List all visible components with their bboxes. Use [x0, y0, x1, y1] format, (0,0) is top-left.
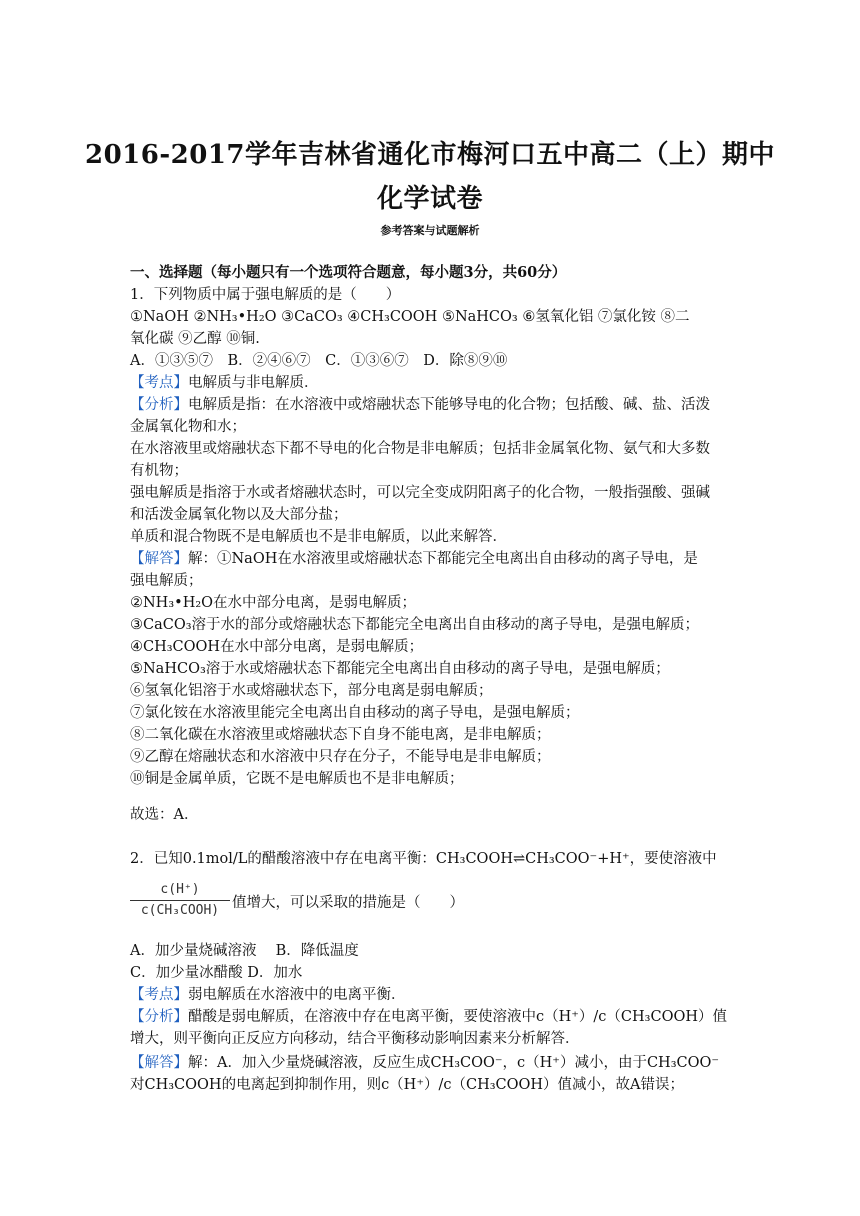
q1-jieda-2: 强电解质； [130, 573, 203, 589]
q2-fenxi-2: 增大，则平衡向正反应方向移动，结合平衡移动影响因素来分析解答． [130, 1031, 580, 1047]
q1-jieda-7: ⑥氢氧化铝溶于水或熔融状态下，部分电离是弱电解质； [130, 683, 493, 699]
q1-jieda-9: ⑧二氧化碳在水溶液里或熔融状态下自身不能电离，是非电解质； [130, 727, 551, 743]
q1-fenxi-5: 强电解质是指溶于水或者熔融状态时，可以完全变成阴阳离子的化合物，一般指强酸、强碱 [130, 485, 710, 501]
kaodian-tag: 【考点】 [130, 987, 188, 1003]
q1-jieda-10: ⑨乙醇在熔融状态和水溶液中只存在分子，不能导电是非电解质； [130, 749, 551, 765]
fraction-denominator: c(CH₃COOH) [140, 903, 220, 918]
fenxi-text: 醋酸是弱电解质，在溶液中存在电离平衡，要使溶液中c（H⁺）/c（CH₃COOH）值 [188, 1009, 727, 1025]
q2-stem-2: 值增大，可以采取的措施是（ ） [232, 895, 464, 911]
jieda-tag: 【解答】 [130, 551, 188, 567]
q2-options-2: C．加少量冰醋酸 D．加水 [130, 965, 303, 981]
q1-fenxi-7: 单质和混合物既不是电解质也不是非电解质，以此来解答． [130, 529, 507, 545]
q1-stem: 1．下列物质中属于强电解质的是（ ） [130, 287, 401, 303]
subtitle: 参考答案与试题解析 [380, 224, 480, 237]
q1-fenxi-2: 金属氧化物和水； [130, 419, 246, 435]
q1-kaodian [130, 372, 730, 394]
fraction-numerator: c(H⁺) [160, 882, 200, 897]
section-header: 一、选择题（每小题只有一个选项符合题意，每小题3分，共60分） [130, 264, 567, 281]
fenxi-tag: 【分析】 [130, 1009, 188, 1025]
q1-options: A．①③⑤⑦ B．②④⑥⑦ C．①③⑥⑦ D．除⑧⑨⑩ [130, 353, 508, 369]
q1-fenxi-1 [130, 394, 730, 416]
q1-fenxi-4: 有机物； [130, 463, 188, 479]
q2-options-1: A．加少量烧碱溶液 B．降低温度 [130, 943, 359, 959]
kaodian-text: 弱电解质在水溶液中的电离平衡． [188, 987, 406, 1003]
q1-jieda-11: ⑩铜是金属单质，它既不是电解质也不是非电解质； [130, 771, 464, 787]
q2-jieda-2: 对CH₃COOH的电离起到抑制作用，则c（H⁺）/c（CH₃COOH）值减小，故A错误； [130, 1077, 685, 1093]
q1-jieda-4: ③CaCO₃溶于水的部分或熔融状态下都能完全电离出自由移动的离子导电，是强电解质； [130, 617, 700, 633]
q2-stem: 2．已知0.1mol/L的醋酸溶液中存在电离平衡：CH₃COOH⇌CH₃COO⁻+H⁺，要使溶液中 [130, 851, 717, 867]
q2-fenxi-1 [130, 1006, 730, 1028]
q1-jieda-3: ②NH₃•H₂O在水中部分电离，是弱电解质； [130, 595, 417, 611]
kaodian-text: 电解质与非电解质． [188, 375, 319, 391]
fenxi-text: 电解质是指：在水溶液中或熔融状态下能够导电的化合物；包括酸、碱、盐、活泼 [188, 397, 710, 413]
q1-fenxi-6: 和活泼金属氧化物以及大部分盐； [130, 507, 348, 523]
q2-kaodian [130, 984, 730, 1006]
q1-jieda-1 [130, 548, 730, 570]
q1-jieda-6: ⑤NaHCO₃溶于水或熔融状态下都能完全电离出自由移动的离子导电，是强电解质； [130, 661, 670, 677]
q1-items-line-2: 氧化碳 ⑨乙醇 ⑩铜. [130, 331, 260, 347]
fenxi-tag: 【分析】 [130, 397, 188, 413]
title-line-1: 2016-2017学年吉林省通化市梅河口五中高二（上）期中 [84, 140, 776, 170]
ratio-fraction [130, 880, 230, 921]
jieda-tag: 【解答】 [130, 1055, 188, 1071]
kaodian-tag: 【考点】 [130, 375, 188, 391]
title-line-2: 化学试卷 [376, 184, 483, 214]
q1-jieda-5: ④CH₃COOH在水中部分电离，是弱电解质； [130, 639, 424, 655]
q1-answer: 故选：A． [130, 807, 199, 823]
q1-fenxi-3: 在水溶液里或熔融状态下都不导电的化合物是非电解质；包括非金属氧化物、氨气和大多数 [130, 441, 710, 457]
q1-items-line-1: ①NaOH ②NH₃•H₂O ③CaCO₃ ④CH₃COOH ⑤NaHCO₃ ⑥氢氧化铝 ⑦氯化铵 ⑧二 [130, 309, 690, 325]
q2-jieda-1 [130, 1052, 730, 1074]
jieda-text: 解：A．加入少量烧碱溶液，反应生成CH₃COO⁻，c（H⁺）减小，由于CH₃COO⁻ [188, 1055, 720, 1071]
q1-jieda-8: ⑦氯化铵在水溶液里能完全电离出自由移动的离子导电，是强电解质； [130, 705, 580, 721]
jieda-text: 解：①NaOH在水溶液里或熔融状态下都能完全电离出自由移动的离子导电，是 [188, 551, 698, 567]
